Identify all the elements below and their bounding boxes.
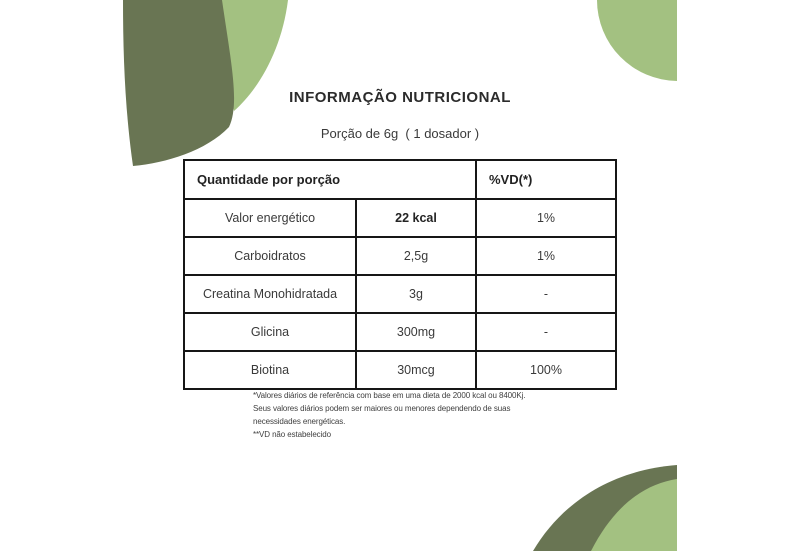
decor-top-left-dark-leaf (123, 0, 234, 166)
nutrient-name: Carboidratos (185, 238, 357, 274)
nutrient-amount: 3g (357, 276, 477, 312)
footnote-line-1: *Valores diários de referência com base em uma dieta de 2000 kcal ou 8400Kj. (253, 391, 526, 400)
nutrient-name: Valor energético (185, 200, 357, 236)
header-percent-daily-value: %VD(*) (489, 172, 533, 187)
nutrient-vd: 100% (530, 363, 562, 377)
nutrient-name: Glicina (185, 314, 357, 350)
footnotes (253, 389, 553, 441)
serving-size-subtitle: Porção de 6g ( 1 dosador ) (320, 126, 480, 141)
table-row-carboidratos (185, 238, 615, 276)
nutrient-amount: 300mg (357, 314, 477, 350)
footnote-line-3: necessidades energéticas. (253, 417, 346, 426)
decor-top-right-quarter-circle (597, 0, 677, 81)
footnote-line-2: Seus valores diários podem ser maiores ou menores dependendo de suas (253, 404, 511, 413)
table-header-row (185, 161, 615, 200)
nutrient-vd: - (543, 325, 549, 339)
nutrient-amount: 30mcg (357, 352, 477, 388)
nutrient-vd: 1% (536, 249, 556, 263)
table-row-glicina (185, 314, 615, 352)
table-row-valor-energetico (185, 200, 615, 238)
table-row-biotina (185, 352, 615, 388)
header-quantity-per-serving: Quantidade por porção (185, 161, 477, 198)
nutrient-vd: 1% (536, 211, 556, 225)
footnote-line-4: **VD não estabelecido (253, 430, 331, 439)
decor-bottom-right-light-leaf (591, 479, 677, 551)
nutrient-name: Biotina (185, 352, 357, 388)
nutrient-amount: 2,5g (357, 238, 477, 274)
decor-bottom-right-dark-leaf (533, 465, 677, 551)
nutrient-amount: 22 kcal (357, 200, 477, 236)
page-title: INFORMAÇÃO NUTRICIONAL (289, 89, 511, 106)
nutrition-table (183, 159, 617, 390)
table-row-creatina (185, 276, 615, 314)
nutrient-vd: - (543, 287, 549, 301)
nutrient-name: Creatina Monohidratada (185, 276, 357, 312)
